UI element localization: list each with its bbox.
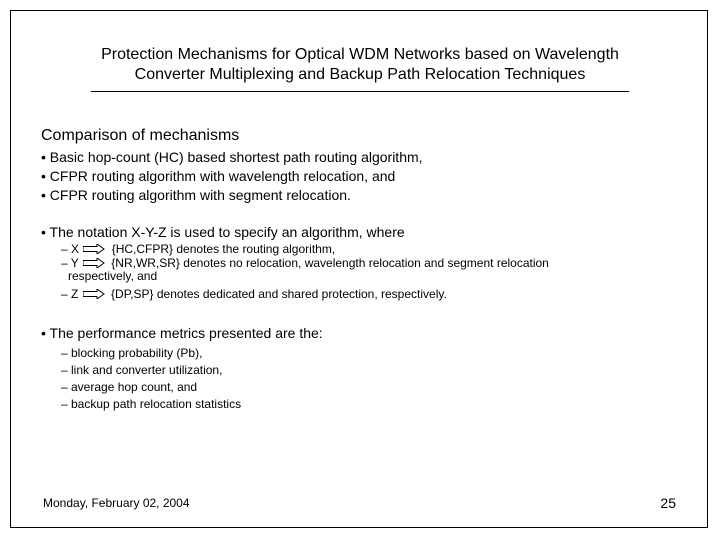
title-line-1: Protection Mechanisms for Optical WDM Networks based on Wavelength: [101, 46, 619, 63]
metric-item: – blocking probability (Pb),: [61, 346, 203, 360]
notation-text: {HC,CFPR} denotes the routing algorithm,: [111, 242, 336, 256]
notation-text: {DP,SP} denotes dedicated and shared protection, respectively.: [111, 287, 447, 301]
notation-continuation: respectively, and: [68, 269, 158, 283]
title-line-2: Converter Multiplexing and Backup Path Relocation Techniques: [134, 66, 586, 83]
metric-item: – average hop count, and: [61, 380, 198, 394]
metrics-sublist: [61, 345, 241, 413]
algorithm-bullet-list: [41, 148, 423, 205]
bullet-item: • Basic hop-count (HC) based shortest path routing algorithm,: [41, 149, 423, 165]
notation-bullet: [41, 223, 405, 242]
metric-item: – backup path relocation statistics: [61, 397, 242, 411]
bullet-item: • The notation X-Y-Z is used to specify an algorithm, where: [41, 224, 405, 240]
page-number: 25: [660, 495, 676, 511]
bullet-item: • CFPR routing algorithm with segment relocation.: [41, 187, 351, 203]
metric-item: – link and converter utilization,: [61, 363, 223, 377]
notation-item-z: [61, 286, 549, 302]
notation-text: {NR,WR,SR} denotes no relocation, wavelength relocation and segment relocation: [111, 256, 549, 270]
notation-item-y: [61, 257, 549, 283]
right-arrow-icon: [83, 244, 105, 254]
metrics-bullet: [41, 324, 323, 343]
slide: [10, 10, 708, 528]
right-arrow-icon: [83, 258, 105, 268]
section-heading: Comparison of mechanisms: [41, 127, 240, 144]
right-arrow-icon: [83, 289, 105, 299]
notation-sublist: [61, 241, 549, 302]
bullet-item: • CFPR routing algorithm with wavelength relocation, and: [41, 168, 396, 184]
footer-date: Monday, February 02, 2004: [43, 496, 190, 510]
bullet-item: • The performance metrics presented are the:: [41, 325, 323, 341]
notation-prefix: – Y: [61, 256, 79, 270]
notation-item-x: [61, 241, 549, 257]
title-underline: [91, 91, 629, 92]
notation-prefix: – X: [61, 242, 80, 256]
notation-prefix: – Z: [61, 287, 79, 301]
slide-title: [11, 45, 709, 85]
